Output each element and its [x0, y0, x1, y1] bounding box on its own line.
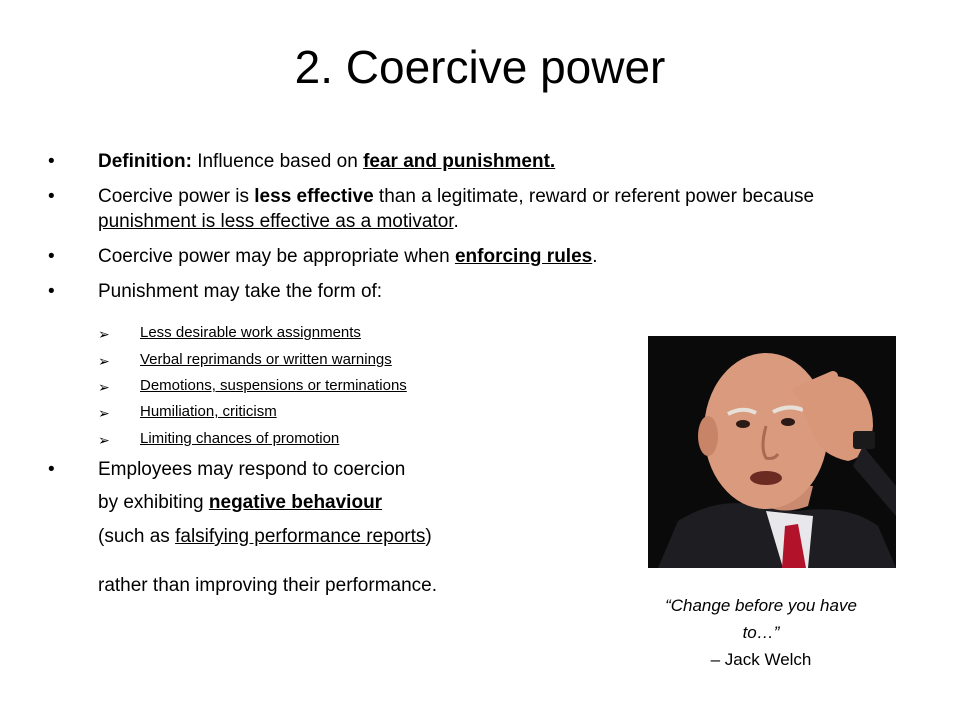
- jack-welch-photo: [648, 336, 896, 568]
- quote-author: – Jack Welch: [710, 650, 812, 669]
- sub-item-text: Humiliation, criticism: [140, 403, 277, 420]
- quote-line-1: “Change before you have: [665, 596, 857, 615]
- bullet-dot: •: [48, 246, 55, 267]
- sub-item-text: Less desirable work assignments: [140, 324, 361, 341]
- negative-behaviour-underlined: negative behaviour: [208, 492, 383, 513]
- portrait-illustration: [648, 336, 896, 568]
- sub-item: [98, 350, 392, 370]
- punishment-text: Punishment may take the form of:: [98, 281, 383, 302]
- definition-label: Definition:: [98, 151, 192, 172]
- enforcing-text-2: .: [592, 246, 598, 267]
- sub-item: [98, 402, 277, 422]
- quote-line-2: to…”: [742, 623, 780, 642]
- sub-item: [98, 376, 407, 396]
- effectiveness-underlined: punishment is less effective as a motivator: [98, 211, 454, 232]
- bullet-dot: •: [48, 151, 55, 172]
- arrow-bullet-icon: ➢: [98, 326, 110, 342]
- coercion-line-1: Employees may respond to coercion: [98, 459, 406, 480]
- coercion-line-3-text-a: (such as: [98, 526, 176, 547]
- falsifying-reports-underlined: falsifying performance reports: [175, 526, 426, 547]
- sub-item-text: Demotions, suspensions or terminations: [140, 377, 407, 394]
- coercion-line-2-text: by exhibiting: [98, 492, 209, 513]
- definition-text: Influence based on: [191, 151, 364, 172]
- effectiveness-bold: less effective: [254, 186, 374, 207]
- coercion-line-2: [98, 490, 382, 515]
- coercion-line-3: [98, 524, 432, 549]
- coercion-line-3-text-b: ): [425, 526, 432, 547]
- sub-item-text: Limiting chances of promotion: [140, 430, 340, 447]
- slide-title: 2. Coercive power: [294, 41, 666, 93]
- bullet-enforcing-rules: [48, 244, 898, 269]
- effectiveness-text-3: .: [453, 211, 459, 232]
- bullet-dot: •: [48, 281, 55, 302]
- sub-item: [98, 429, 340, 449]
- definition-underlined: fear and punishment.: [363, 151, 556, 172]
- sub-item-text: Verbal reprimands or written warnings: [140, 351, 392, 368]
- coercion-line-4: rather than improving their performance.: [98, 575, 437, 596]
- effectiveness-text-2: than a legitimate, reward or referent power because: [373, 186, 815, 207]
- arrow-bullet-icon: ➢: [98, 379, 110, 395]
- arrow-bullet-icon: ➢: [98, 405, 110, 421]
- quote-block: [626, 592, 896, 673]
- bullet-dot: •: [48, 186, 55, 207]
- bullet-dot: •: [48, 459, 55, 480]
- sub-item: [98, 323, 361, 343]
- effectiveness-text-1: Coercive power is: [98, 186, 255, 207]
- bullet-definition: [48, 149, 898, 174]
- bullet-punishment-forms: [48, 279, 898, 304]
- enforcing-underlined: enforcing rules: [454, 246, 593, 267]
- arrow-bullet-icon: ➢: [98, 353, 110, 369]
- arrow-bullet-icon: ➢: [98, 432, 110, 448]
- enforcing-text-1: Coercive power may be appropriate when: [98, 246, 455, 267]
- bullet-effectiveness: [48, 184, 898, 234]
